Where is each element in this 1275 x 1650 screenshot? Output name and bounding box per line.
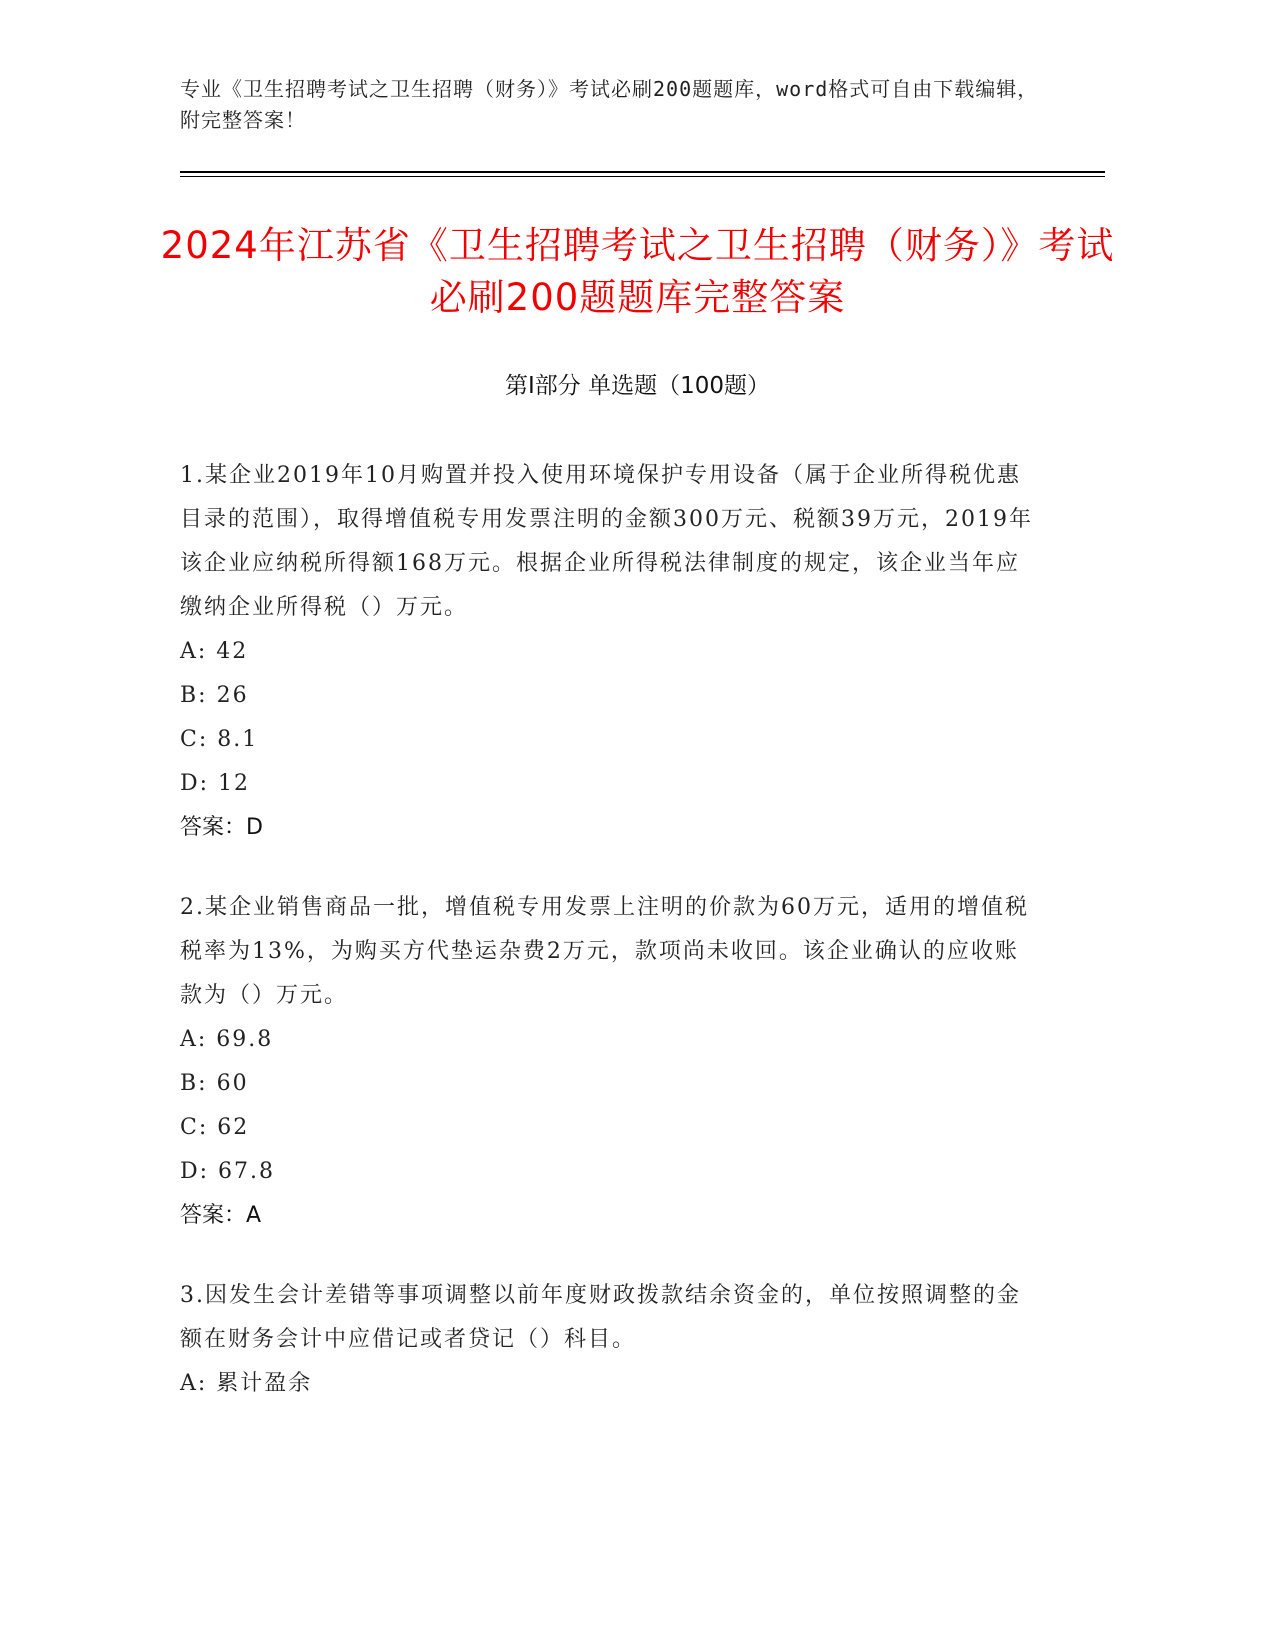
question-3 — [180, 1274, 1040, 1406]
question-text: 1.某企业2019年10月购置并投入使用环境保护专用设备（属于企业所得税优惠目录的范围），取得增值税专用发票注明的金额300万元、税额39万元，2019年该企业应纳税所得额168万元。根据企业所得税法律制度的规定，该企业当年应缴纳企业所得税（）万元。 — [180, 463, 1033, 620]
question-text: 2.某企业销售商品一批，增值税专用发票上注明的价款为60万元，适用的增值税税率为13%，为购买方代垫运杂费2万元，款项尚未收回。该企业确认的应收账款为（）万元。 — [180, 895, 1029, 1008]
question-2 — [180, 886, 1040, 1238]
header-note: 专业《卫生招聘考试之卫生招聘（财务）》考试必刷200题题库，word格式可自由下载编辑，附完整答案！ — [180, 77, 1039, 132]
option-d: D: 67.8 — [180, 1159, 276, 1184]
answer: 答案：A — [180, 1203, 262, 1228]
option-d: D: 12 — [180, 771, 251, 796]
section-title: 第I部分 单选题（100题） — [505, 373, 770, 399]
question-text: 3.因发生会计差错等事项调整以前年度财政拨款结余资金的，单位按照调整的金额在财务会计中应借记或者贷记（）科目。 — [180, 1283, 1021, 1352]
answer: 答案：D — [180, 815, 263, 840]
option-b: B: 60 — [180, 1071, 249, 1096]
document-title: 2024年江苏省《卫生招聘考试之卫生招聘（财务）》考试必刷200题题库完整答案 — [160, 224, 1115, 319]
option-a: A: 42 — [180, 639, 249, 664]
option-c: C: 8.1 — [180, 727, 259, 752]
option-a: A: 累计盈余 — [180, 1371, 313, 1396]
option-c: C: 62 — [180, 1115, 250, 1140]
header-divider-thick — [180, 171, 1105, 173]
option-b: B: 26 — [180, 683, 249, 708]
question-1 — [180, 454, 1040, 850]
question-list — [180, 454, 1040, 1442]
header-divider-thin — [180, 176, 1105, 177]
option-a: A: 69.8 — [180, 1027, 274, 1052]
